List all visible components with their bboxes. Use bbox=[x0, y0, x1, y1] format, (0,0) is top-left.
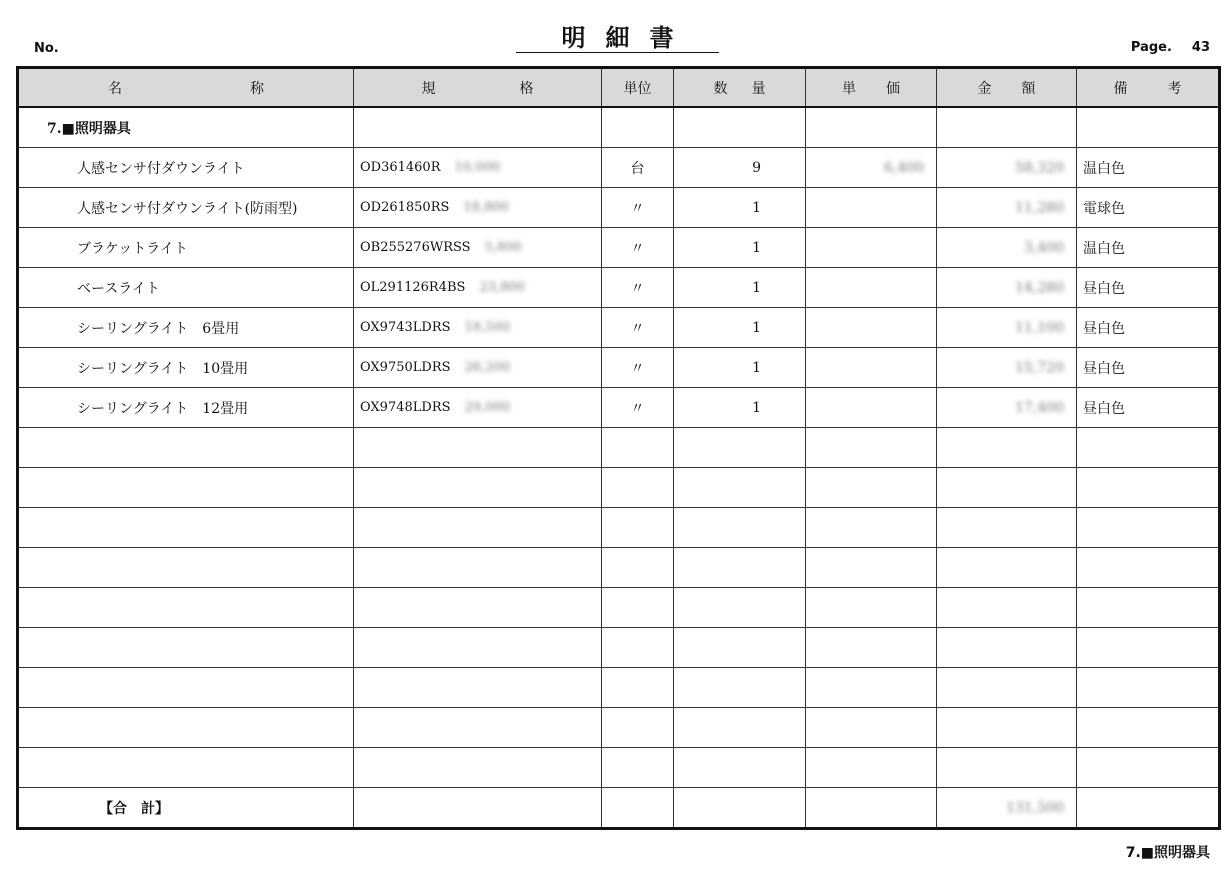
item-amount: 14,280 bbox=[937, 268, 1077, 308]
item-note: 昼白色 bbox=[1077, 308, 1220, 348]
item-list-price: 18,800 bbox=[463, 200, 509, 215]
item-name: ベースライト bbox=[18, 268, 354, 308]
item-model-number: OB255276WRSS bbox=[360, 240, 471, 255]
column-header-amount: 金 額 bbox=[937, 68, 1077, 108]
column-header-note: 備 考 bbox=[1077, 68, 1220, 108]
item-unit: 〃 bbox=[602, 228, 674, 268]
table-row bbox=[18, 348, 1220, 388]
item-quantity: 1 bbox=[674, 308, 806, 348]
item-note: 電球色 bbox=[1077, 188, 1220, 228]
item-name: シーリングライト 12畳用 bbox=[18, 388, 354, 428]
item-unit: 台 bbox=[602, 148, 674, 188]
detail-table bbox=[16, 66, 1221, 830]
document-title: 明細書 bbox=[516, 24, 719, 53]
page-label: Page. bbox=[1130, 40, 1172, 55]
item-unit: 〃 bbox=[602, 348, 674, 388]
table-row bbox=[18, 388, 1220, 428]
total-row bbox=[18, 788, 1220, 829]
item-unit-price bbox=[806, 228, 937, 268]
item-spec bbox=[354, 348, 602, 388]
item-list-price: 18,500 bbox=[464, 320, 511, 335]
total-label: 【合 計】 bbox=[18, 788, 354, 829]
item-amount: 17,400 bbox=[937, 388, 1077, 428]
empty-row bbox=[18, 588, 1220, 628]
item-name: ブラケットライト bbox=[18, 228, 354, 268]
item-spec bbox=[354, 188, 602, 228]
empty-row bbox=[18, 748, 1220, 788]
item-unit-price: 6,400 bbox=[806, 148, 937, 188]
item-spec bbox=[354, 228, 602, 268]
column-header-unit: 単位 bbox=[602, 68, 674, 108]
table-row bbox=[18, 308, 1220, 348]
total-amount: 131,500 bbox=[937, 788, 1077, 829]
item-list-price: 23,800 bbox=[479, 280, 525, 295]
item-unit-price bbox=[806, 308, 937, 348]
item-unit: 〃 bbox=[602, 268, 674, 308]
table-row bbox=[18, 148, 1220, 188]
item-unit: 〃 bbox=[602, 188, 674, 228]
item-unit-price bbox=[806, 268, 937, 308]
empty-row bbox=[18, 468, 1220, 508]
item-name: シーリングライト 6畳用 bbox=[18, 308, 354, 348]
item-amount: 58,320 bbox=[937, 148, 1077, 188]
table-row bbox=[18, 228, 1220, 268]
column-header-quantity: 数 量 bbox=[674, 68, 806, 108]
section-title: 7.■照明器具 bbox=[18, 107, 354, 148]
item-spec bbox=[354, 308, 602, 348]
item-quantity: 1 bbox=[674, 188, 806, 228]
item-unit: 〃 bbox=[602, 308, 674, 348]
table-row bbox=[18, 268, 1220, 308]
document-number-label: No. bbox=[34, 41, 59, 56]
item-name: 人感センサ付ダウンライト(防雨型) bbox=[18, 188, 354, 228]
item-unit-price bbox=[806, 188, 937, 228]
item-model-number: OX9750LDRS bbox=[360, 360, 451, 375]
column-header-name: 名 称 bbox=[18, 68, 354, 108]
item-model-number: OL291126R4BS bbox=[360, 280, 466, 295]
item-model-number: OX9748LDRS bbox=[360, 400, 451, 415]
item-name: シーリングライト 10畳用 bbox=[18, 348, 354, 388]
item-unit: 〃 bbox=[602, 388, 674, 428]
item-spec bbox=[354, 388, 602, 428]
item-quantity: 9 bbox=[674, 148, 806, 188]
item-quantity: 1 bbox=[674, 348, 806, 388]
item-amount: 15,720 bbox=[937, 348, 1077, 388]
item-amount: 11,280 bbox=[937, 188, 1077, 228]
item-note: 昼白色 bbox=[1077, 268, 1220, 308]
item-spec bbox=[354, 148, 602, 188]
item-quantity: 1 bbox=[674, 228, 806, 268]
item-model-number: OD261850RS bbox=[360, 200, 450, 215]
empty-row bbox=[18, 548, 1220, 588]
table-row bbox=[18, 188, 1220, 228]
section-row bbox=[18, 107, 1220, 148]
item-quantity: 1 bbox=[674, 388, 806, 428]
item-unit-price bbox=[806, 348, 937, 388]
item-note: 昼白色 bbox=[1077, 388, 1220, 428]
item-list-price: 5,800 bbox=[484, 240, 522, 255]
item-quantity: 1 bbox=[674, 268, 806, 308]
table-header-row bbox=[18, 68, 1220, 108]
item-amount: 11,100 bbox=[937, 308, 1077, 348]
footer-section-label: 7.■照明器具 bbox=[1125, 845, 1210, 861]
item-model-number: OD361460R bbox=[360, 160, 441, 175]
item-name: 人感センサ付ダウンライト bbox=[18, 148, 354, 188]
item-note: 温白色 bbox=[1077, 148, 1220, 188]
item-list-price: 26,200 bbox=[464, 360, 511, 375]
item-list-price: 29,000 bbox=[464, 400, 511, 415]
item-spec bbox=[354, 268, 602, 308]
item-model-number: OX9743LDRS bbox=[360, 320, 451, 335]
column-header-unit-price: 単 価 bbox=[806, 68, 937, 108]
empty-row bbox=[18, 428, 1220, 468]
empty-row bbox=[18, 668, 1220, 708]
item-note: 温白色 bbox=[1077, 228, 1220, 268]
page-number: 43 bbox=[1191, 40, 1210, 55]
item-unit-price bbox=[806, 388, 937, 428]
column-header-spec: 規 格 bbox=[354, 68, 602, 108]
item-note: 昼白色 bbox=[1077, 348, 1220, 388]
empty-row bbox=[18, 708, 1220, 748]
empty-row bbox=[18, 628, 1220, 668]
item-list-price: 10,000 bbox=[454, 160, 500, 175]
empty-row bbox=[18, 508, 1220, 548]
item-amount: 3,400 bbox=[937, 228, 1077, 268]
page-indicator bbox=[1131, 40, 1210, 55]
